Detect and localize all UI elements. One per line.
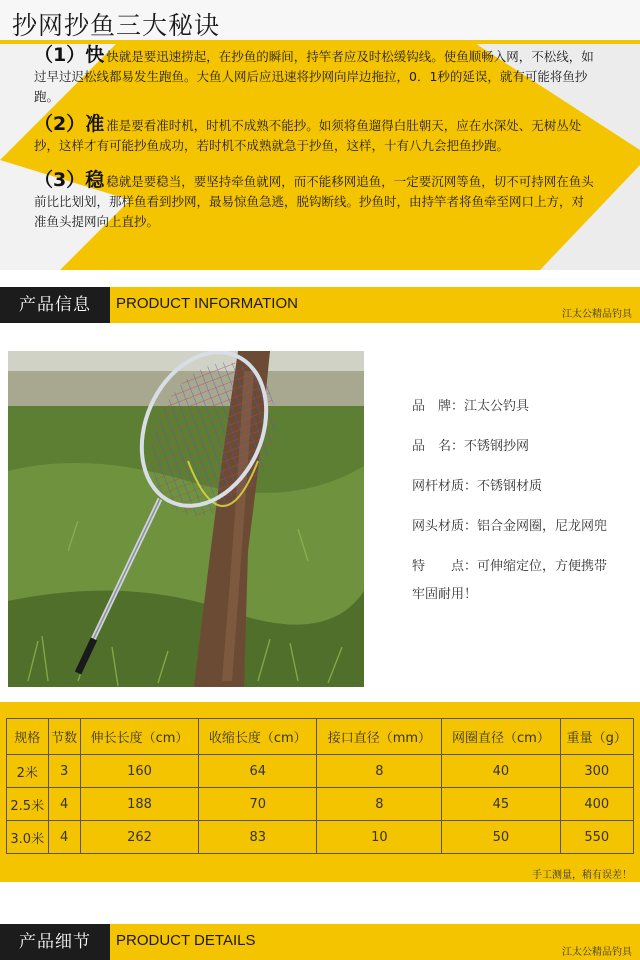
- spec-head-material-label: 网头材质：: [412, 519, 478, 534]
- table-header-row: [7, 719, 634, 755]
- table-cell: 160: [80, 755, 198, 788]
- table-cell: 400: [560, 788, 633, 821]
- tip-accurate-text: 准是要看准时机，时机不成熟不能抄。如须将鱼遛得白肚朝天，应在水深处、无树丛处抄，这样才有可能抄鱼成功，若时机不成熟就急于抄鱼，这样，十有八九会把鱼抄跑。: [34, 118, 582, 153]
- spec-head-material: [412, 517, 640, 557]
- table-row: [7, 755, 634, 788]
- tips-banner: [0, 0, 640, 270]
- table-cell: 3.0米: [7, 821, 49, 854]
- tip-steady-heading: （3）稳: [34, 169, 105, 191]
- table-cell: 262: [80, 821, 198, 854]
- spec-name-label: 品 名：: [412, 439, 465, 454]
- spec-features-cont: [412, 585, 640, 625]
- spec-pole-material: [412, 477, 640, 517]
- spec-features-label: 特 点：: [412, 559, 478, 574]
- table-cell: 8: [317, 755, 442, 788]
- table-cell: 10: [317, 821, 442, 854]
- product-info-brand-tag: 江太公精品钓具: [562, 309, 632, 320]
- table-header-cell: 节数: [48, 719, 80, 755]
- spec-pole-material-label: 网杆材质：: [412, 479, 478, 494]
- spec-features: [412, 557, 640, 585]
- table-header-cell: 接口直径（mm）: [317, 719, 442, 755]
- table-cell: 45: [442, 788, 560, 821]
- spec-features-cont-value: 牢固耐用！: [412, 587, 478, 602]
- table-cell: 300: [560, 755, 633, 788]
- table-header-cell: 伸长长度（cm）: [80, 719, 198, 755]
- table-header-cell: 重量（g）: [560, 719, 633, 755]
- table-cell: 4: [48, 788, 80, 821]
- tip-accurate-heading: （2）准: [34, 113, 105, 135]
- spec-pole-material-value: 不锈钢材质: [477, 479, 543, 494]
- product-info-title-en: PRODUCT INFORMATION: [116, 295, 298, 312]
- table-cell: 64: [199, 755, 317, 788]
- table-cell: 2米: [7, 755, 49, 788]
- tip-fast: [34, 45, 594, 107]
- product-details-bar: [110, 924, 640, 960]
- product-photo: [8, 351, 364, 687]
- tip-accurate: [34, 114, 594, 156]
- landing-net-image: [8, 351, 364, 687]
- table-header-cell: 网圈直径（cm）: [442, 719, 560, 755]
- product-info-bar: [110, 287, 640, 323]
- table-header-cell: 收缩长度（cm）: [199, 719, 317, 755]
- table-cell: 40: [442, 755, 560, 788]
- table-cell: 50: [442, 821, 560, 854]
- product-info-header: [0, 287, 640, 323]
- tip-fast-heading: （1）快: [34, 44, 105, 66]
- table-cell: 2.5米: [7, 788, 49, 821]
- table-cell: 550: [560, 821, 633, 854]
- spec-brand-value: 江太公钓具: [464, 399, 530, 414]
- table-cell: 3: [48, 755, 80, 788]
- spec-name-value: 不锈钢抄网: [464, 439, 530, 454]
- product-specs: [412, 397, 640, 625]
- tips-title: 抄网抄鱼三大秘诀: [12, 11, 221, 40]
- product-details-title-en: PRODUCT DETAILS: [116, 932, 256, 949]
- table-header-cell: 规格: [7, 719, 49, 755]
- spec-brand: [412, 397, 640, 437]
- tip-steady: [34, 170, 594, 232]
- spec-name: [412, 437, 640, 477]
- table-cell: 188: [80, 788, 198, 821]
- table-cell: 8: [317, 788, 442, 821]
- spec-features-value: 可伸缩定位，方便携带: [477, 559, 608, 574]
- tip-fast-text: 快就是要迅速捞起，在抄鱼的瞬间，持竿者应及时松缓钩线。使鱼顺畅入网，不松线，如过早过迟松线都易发生跑鱼。大鱼人网后应迅速将抄网向岸边拖拉，0．1秒的延误，就有可能将鱼抄跑。: [34, 49, 594, 104]
- table-row: [7, 788, 634, 821]
- spec-head-material-value: 铝合金网圈，尼龙网兜: [477, 519, 608, 534]
- tip-steady-text: 稳就是要稳当，要坚持牵鱼就网，而不能移网追鱼，一定要沉网等鱼，切不可持网在鱼头前比比划划，那样鱼看到抄网，最易惊鱼急逃，脱钩断线。抄鱼时，由持竿者将鱼牵至网口上方，对准鱼头提网向上直抄。: [34, 174, 594, 229]
- spec-brand-label: 品 牌：: [412, 399, 465, 414]
- table-row: [7, 821, 634, 854]
- product-details-brand-tag: 江太公精品钓具: [562, 947, 632, 958]
- product-details-header: [0, 924, 640, 960]
- table-cell: 70: [199, 788, 317, 821]
- measurement-note: 手工测量，稍有误差！: [532, 870, 632, 881]
- spec-table: [6, 718, 634, 854]
- product-info-title-cn: 产品信息: [0, 287, 110, 323]
- product-details-title-cn: 产品细节: [0, 924, 110, 960]
- table-cell: 4: [48, 821, 80, 854]
- table-cell: 83: [199, 821, 317, 854]
